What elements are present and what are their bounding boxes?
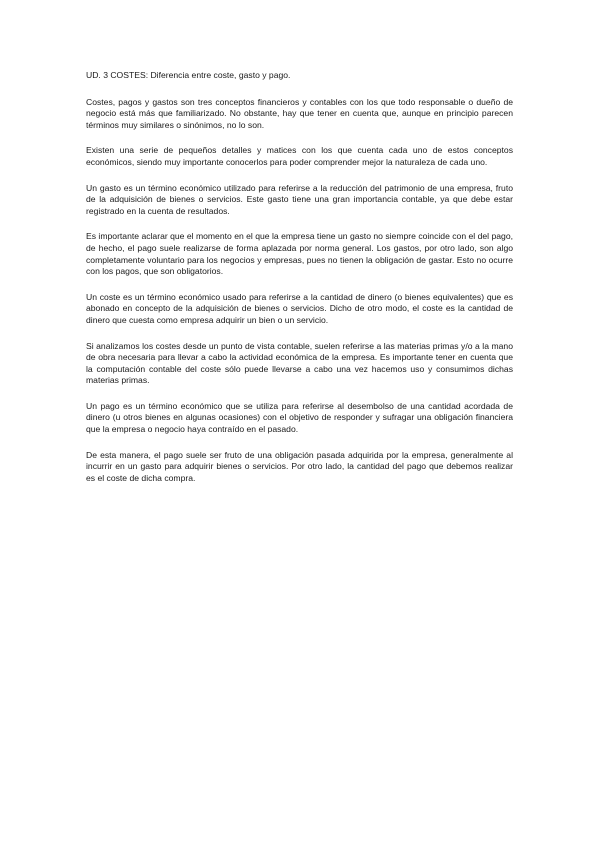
paragraph-pago-definition: Un pago es un término económico que se utiliza para referirse al desembolso de una cantidad acordada de dinero (u otros bienes en algunas ocasiones) con el objetivo de responder y sufragar una obligación financiera que la empresa o negocio haya contraído en el pasado.: [86, 400, 513, 435]
document-title: UD. 3 COSTES: Diferencia entre coste, gasto y pago.: [86, 70, 291, 80]
paragraph-conclusion: De esta manera, el pago suele ser fruto de una obligación pasada adquirida por la empresa, generalmente al incurrir en un gasto para adquirir bienes o servicios. Por otro lado, la cantidad del pago que debemos realizar es el coste de dicha compra.: [86, 449, 513, 483]
paragraph-coste-definition: Un coste es un término económico usado para referirse a la cantidad de dinero (o bienes equivalentes) que es abonado en concepto de la adquisición de bienes o servicios. Dicho de otro modo, el coste es la cantidad de dinero que cuesta como empresa adquirir un bien o un servicio.: [86, 291, 513, 325]
paragraph-coste-contable: Si analizamos los costes desde un punto de vista contable, suelen referirse a las materias primas y/o a la mano de obra necesaria para llevar a cabo la actividad económica de la empresa. Es importante tener en cuenta que la computación contable del coste sólo puede llevarse a cabo una vez hacemos uso y consumimos dichas materias primas.: [86, 340, 513, 386]
paragraph-intro: Costes, pagos y gastos son tres conceptos financieros y contables con los que todo responsable o dueño de negocio está más que familiarizado. No obstante, hay que tener en cuenta que, aunque en principio parecen términos muy similares o sinónimos, no lo son.: [86, 96, 513, 130]
paragraph-gasto-vs-pago: Es importante aclarar que el momento en el que la empresa tiene un gasto no siempre coincide con el del pago, de hecho, el pago suele realizarse de forma aplazada por norma general. Los gastos, por otro lado, son algo completamente voluntario para los negocios y empresas, pues no tienen la obligación de gastar. Esto no ocurre con los pagos, que son obligatorios.: [86, 231, 513, 277]
paragraph-details: Existen una serie de pequeños detalles y matices con los que cuenta cada uno de estos conceptos económicos, siendo muy importante conocerlos para poder comprender mejor la naturaleza de cada uno.: [86, 145, 513, 167]
document-body: [86, 70, 513, 498]
paragraph-gasto-definition: Un gasto es un término económico utilizado para referirse a la reducción del patrimonio de una empresa, fruto de la adquisición de bienes o servicios. Este gasto tiene una gran importancia contable, ya que debe estar registrado en la cuenta de resultados.: [86, 182, 513, 216]
